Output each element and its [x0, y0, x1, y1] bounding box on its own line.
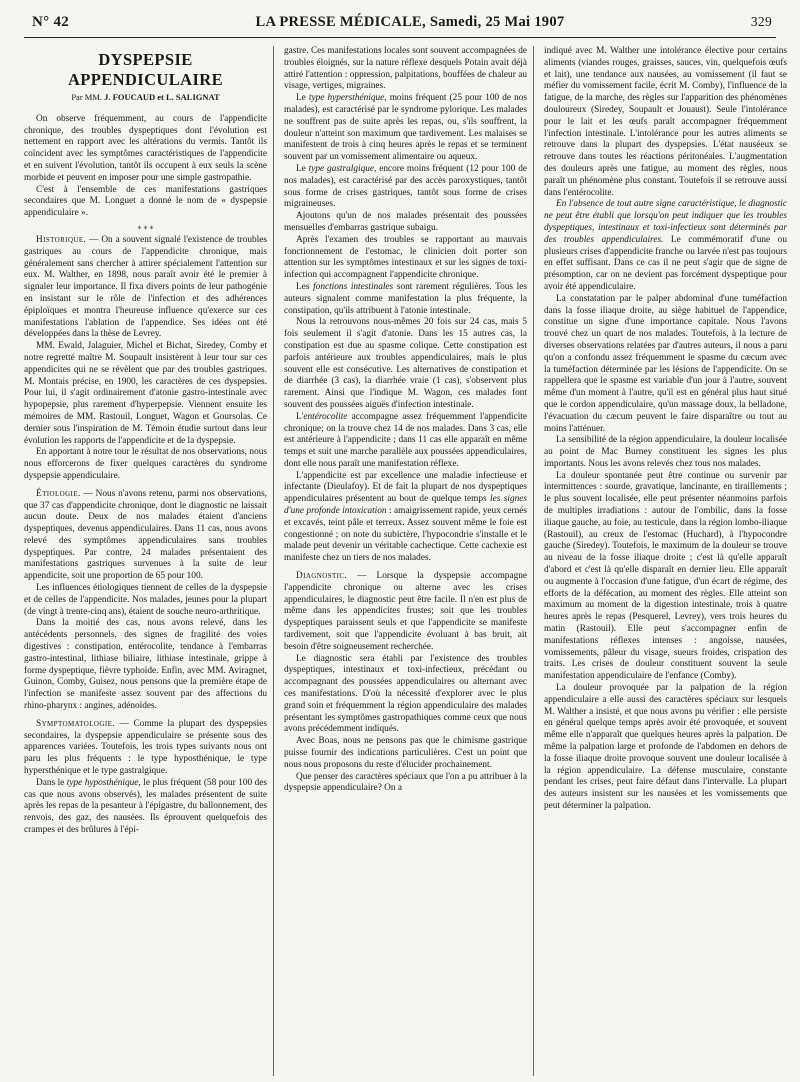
paragraph: gastre. Ces manifestations locales sont souvent accompagnées de troubles éloignés, sur la nature réflexe desquels Potain avait déjà attiré l'attention : oppression, palpitations, bouffées de chaleur au visage, vertiges, migraines. — [284, 46, 527, 92]
paragraph: Le diagnostic sera établi par l'existence des troubles dyspeptiques, intestinaux et toxi-infectieux, précédant ou accompagnant des poussées appendiculaires ou alternant avec ces manifestations. D'où la nécessité d'explorer avec le plus grand soin et fréquemment la région appendiculaire des malades présentant les symptômes gastropathiques comme ceux que nous avons précédemment indiqués. — [284, 653, 527, 735]
authors-names: J. FOUCAUD et L. SALIGNAT — [104, 92, 220, 102]
section-heading-historique: Historique. — [36, 234, 87, 245]
column-1 — [24, 46, 267, 1076]
authors-prefix: Par MM. — [71, 92, 103, 102]
section-heading-symptomatologie: Symptomatologie. — [36, 718, 115, 729]
paragraph: La douleur spontanée peut être continue ou survenir par intermittences : sourde, gravatique, lancinante, en tiraillements ; le plus souvent localisée, elle peut présenter néanmoins parfois de multiples irradiations : autour de l'ombilic, dans la fosse iliaque gauche, au foie, au testicule, dans la région lombo-iliaque (Rastouil), au creux de l'estomac (Huchard), à l'hypocondre gauche (Siredey). Toutefois, le maximum de la douleur se trouve au niveau de la fosse iliaque droite ; c'est là qu'elle apparaît d'abord et c'est là qu'elle disparaît en dernier lieu. Elle apparaît ou augmente à l'occasion d'une fatigue, d'un écart de régime, des efforts de la défécation, au moment des règles. Elle atteint son maximum au moment de la digestion intestinale, trois à quatre heures après le repas (Pesquerel, Levrey), vers trois heures du matin (Rastouil). Elle peut s'accompagner enfin de manifestations réflexes intenses : angoisse, nausées, vomissements, pâleur du visage, sueurs froides, crispation des traits. Les crises de douleur constituent souvent la seule manifestation appendiculaire de l'enfance (Comby). — [544, 470, 787, 682]
paragraph: Dans le type hyposthénique, le plus fréquent (58 pour 100 des cas que nous avons observés), les malades présentent de suite après les repas de la pesanteur à l'épigastre, du ballonnement, des renvois, des gaz, des nausées. Ils éprouvent quelquefois des crampes et des brûlures à l'épi- — [24, 777, 267, 836]
section-stars: ⁎ ⁎ ⁎ — [137, 221, 154, 231]
paragraph: Les fonctions intestinales sont rarement régulières. Tous les auteurs signalent comme manifestation la plus fréquente, la constipation, qu'ils attribuent à l'atonie intestinale. — [284, 281, 527, 316]
article-authors — [24, 92, 267, 104]
paragraph: En l'absence de tout autre signe caractéristique, le diagnostic ne peut être établi que lorsqu'on peut indiquer que les troubles dyspeptiques, intestinaux et toxi-infectieux sont déterminés par des troubles appendiculaires. Le commémoratif d'une ou plusieurs crises d'appendicite franche ou larvée n'est pas toujours en effet suffisant. Dans ce cas il ne peut s'agir que de signe de présomption, car on ne devient pas forcément dyspeptique pour avoir été appendiculaire. — [544, 199, 787, 292]
paragraph: Historique. — On a souvent signalé l'existence de troubles gastriques au cours de l'appendicite chronique, mais généralement sans chercher à attirer spécialement l'attention sur eux. M. Walther, en 1898, nous paraît avoir été le premier à signaler leur importance. Il fixa divers points de leur pathogénie en insistant sur le rôle de l'infection et des adhérences épiploïques et montra l'heureuse influence qu'exerce sur ces manifestations l'ablation de l'appendice. Ses idées ont été développées dans la thèse de Levrey. — [24, 234, 267, 340]
paragraph: On observe fréquemment, au cours de l'appendicite chronique, des troubles dyspeptiques dont l'évolution est nettement en rapport avec les altérations du vermis. Tantôt ils coïncident avec les symptômes caractéristiques de l'appendicite et en suivent l'évolution, tantôt ils occupent à eux seuls la scène morbide et peuvent en imposer pour une simple gastropathie. — [24, 113, 267, 183]
text-columns — [24, 46, 787, 1076]
paragraph: La douleur provoquée par la palpation de la région appendiculaire a elle aussi des caractères spéciaux sur lesquels M. Walther a insisté, et que nous avons pu vérifier : elle persiste en général quelque temps après avoir été provoquée, et souvent même elle n'apparaît que quelques heures après la palpation. De même la palpation large et profonde de l'abdomen en dehors de la fosse iliaque droite provoque souvent une douleur localisée à la région appendiculaire. La défense musculaire, constante pendant les crises, peut faire défaut dans l'intervalle. La plupart des auteurs insistent sur les nausées et les vomissements que peut déterminer la palpation. — [544, 683, 787, 811]
paragraph: Avec Boas, nous ne pensons pas que le chimisme gastrique puisse fournir des indications particulières. C'est un point que nous nous proposons du reste d'élucider prochainement. — [284, 736, 527, 770]
journal-title: LA PRESSE MÉDICALE, Samedi, 25 Mai 1907 — [255, 14, 565, 30]
column-2 — [284, 46, 527, 1076]
paragraph: Après l'examen des troubles se rapportant au mauvais fonctionnement de l'estomac, le clinicien doit porter son attention sur les symptômes intestinaux et sur les signes de toxi-infection qui accompagnent l'appendicite chronique. — [284, 234, 527, 281]
paragraph: La sensibilité de la région appendiculaire, la douleur localisée au point de Mac Burney constituent les signes les plus importants. Nous les avons relevés chez tous nos malades. — [544, 435, 787, 469]
paragraph: C'est à l'ensemble de ces manifestations gastriques secondaires que M. Longuet a donné le nom de « dyspepsie appendiculaire ». — [24, 184, 267, 219]
paragraph: Diagnostic. — Lorsque la dyspepsie accompagne l'appendicite chronique ou alterne avec les crises appendiculaires, le diagnostic peut être facile. Il n'en est plus de même dans les appendicites frustes; soit que les troubles dyspeptiques paraissent seuls et que l'appendicite se manifeste tardivement, soit que l'appendicite évoluant à bas bruit, ait besoin d'être soigneusement recherchée. — [284, 571, 527, 652]
paragraph: Le type hypersthénique, moins fréquent (25 pour 100 de nos malades), est caractérisé par le syndrome pylorique. Les malades ne souffrent pas de suite après les repas, ou, s'ils souffrent, la douleur n'atteint son maximum que tardivement. Les malaises se manifestent de trois à cinq heures après le repas et se terminent souvent par un vomissement alimentaire ou aqueux. — [284, 93, 527, 163]
paragraph: Dans la moitié des cas, nous avons relevé, dans les antécédents personnels, des signes de fragilité des voies digestives : constipation, entérocolite, tendance à l'embarras gastro-intestinal, lithiase biliaire, lithiase intestinale, grippe à forme dyspeptique, fièvre typhoïde. Enfin, avec MM. Aviragnet, Guinon, Comby, Guisez, nous pensons que la première étape de l'infection se manifeste assez souvent par des affections du rhino-pharynx : angines, adénoïdes. — [24, 618, 267, 712]
paragraph: La constatation par le palper abdominal d'une tuméfaction dans la fosse iliaque droite, au siège habituel de l'appendice, constitue un signe d'une importance capitale. Nous l'avons trouvé chez un quart de nos malades. Toutefois, à la lecture de diverses observations relatées par d'autres auteurs, il nous a paru qu'on a confondu assez fréquemment le spasme du cæcum avec la tuméfaction déterminée par les lésions de l'appendicite. On se rappellera que le spasme est variable d'un jour à l'autre, souvent même d'un moment à l'autre, qu'il est en général plus haut situé que le cordon appendiculaire, qu'un massage doux, la belladone, l'évacuation du cæcum peuvent le faire disparaître ou tout au moins l'atténuer. — [544, 293, 787, 434]
section-heading-etiologie: Étiologie. — [36, 488, 81, 499]
page-number: 329 — [750, 14, 772, 29]
paragraph: Ajoutons qu'un de nos malades présentait des poussées mensuelles d'embarras gastrique subaigu. — [284, 211, 527, 233]
column-rule — [273, 46, 284, 1076]
article-title: DYSPEPSIE APPENDICULAIRE — [67, 50, 224, 89]
paragraph: indiqué avec M. Walther une intolérance élective pour certains aliments (viandes rouges, graisses, sauces, vin, quelquefois œufs et lait), une tendance aux nausées, au vomissement (il faut se méfier du vomissement facile, écrit M. Comby), l'influence de la fatigue, de la marche, des règles sur l'apparition des phénomènes douloureux (Siredey, Soupault et Jouaust). Seule l'intolérance pour le lait et les œufs paraît accompagner fréquemment l'infection intestinale. L'intolérance pour les autres aliments se retrouve dans la plupart des dyspepsies. L'état nauséeux se retrouve dans toutes les réactions péritonéales. L'augmentation des douleurs après une fatigue, au moment des règles, nous paraît un phénomène plus constant. Toutefois il se retrouve aussi dans l'entérocolite. — [544, 46, 787, 198]
paragraph: Le type gastralgique, encore moins fréquent (12 pour 100 de nos malades), est caractérisé par des accès paroxystiques, tantôt sous forme de crises gastriques, tantôt sous forme de crises migraineuses. — [284, 163, 527, 210]
paragraph: Symptomatologie. — Comme la plupart des dyspepsies secondaires, la dyspepsie appendiculaire se présente sous des apparences variées. Toutefois, les trois types suivants nous ont paru les plus fréquents : le type hyposthénique, le type hypersthénique et le type gastralgique. — [24, 718, 267, 777]
section-heading-diagnostic: Diagnostic. — [296, 571, 348, 582]
issue-number: N° 42 — [32, 14, 70, 30]
paragraph: En apportant à notre tour le résultat de nos observations, nous nous efforcerons de fixer quelques caractères du syndrome dyspepsie appendiculaire. — [24, 447, 267, 481]
paragraph: MM. Ewald, Jalaguier, Michel et Bichat, Siredey, Comby et notre regretté maître M. Soupault insistèrent à leur tour sur ces appendicites qui ne se révèlent que par des troubles gastriques. M. Montais précise, en 1900, les caractères de ces dyspepsies. Pour lui, il s'agit ordinairement d'atonie gastro-intestinale avec hypopepsie, plus rarement d'hyperpepsie. Viennent ensuite les mémoires de MM. Rastouil, Longuet, Wagon et Goursolas. Ce dernier sous l'inspiration de M. Témoin étudie surtout dans leur évolution les rapports de l'appendicite et de la dyspepsie. — [24, 341, 267, 446]
paragraph: Les influences étiologiques tiennent de celles de la dyspepsie et de celles de l'appendicite. Nos malades, jeunes pour la plupart (de vingt à trente-cinq ans), étaient de souche neuro-arthritique. — [24, 583, 267, 617]
paragraph: Étiologie. — Nous n'avons retenu, parmi nos observations, que 37 cas d'appendicite chronique, dont le diagnostic ne laissait aucun doute. Deux de nos malades étaient d'anciens dyspeptiques, devenus appendiculaires. Dans 11 cas, nous avons relevé des symptômes appendiculaires sans troubles dyspeptiques. Par contre, 24 malades présentaient des manifestations gastriques survenues à la suite de leur appendicite, soit une proportion de 65 pour 100. — [24, 488, 267, 582]
column-rule — [533, 46, 544, 1076]
column-3 — [544, 46, 787, 1076]
paragraph: Nous la retrouvons nous-mêmes 20 fois sur 24 cas, mais 5 fois seulement il s'agit d'atonie. Dans les 15 autres cas, la constipation est due au spasme colique. Cette constipation est parfois antérieure aux troubles appendiculaires, mais le plus souvent elle est consécutive. Les alternatives de constipation et de diarrhée (3 cas), la diarrhée vraie (1 cas), s'observent plus rarement. Ainsi que l'indique M. Wagon, ces malades font souvent des poussées aiguës d'infection intestinale. — [284, 317, 527, 410]
paragraph: Que penser des caractères spéciaux que l'on a pu attribuer à la dyspepsie appendiculaire? On a — [284, 771, 527, 794]
masthead — [24, 14, 776, 38]
paragraph: L'entérocolite accompagne assez fréquemment l'appendicite chronique; on la trouve chez 14 de nos malades. Dans 3 cas, elle est antérieure à l'appendicite ; dans 11 cas elle apparaît en même temps et suit une marche parallèle aux poussées appendiculaires, dont elle nous paraît une manifestation réflexe. — [284, 411, 527, 469]
paragraph: L'appendicite est par excellence une maladie infectieuse et infectante (Dieulafoy). Et de fait la plupart de nos dyspeptiques appendiculaires présentent au bout de quelque temps les signes d'une profonde intoxication : amaigrissement rapide, yeux cernés et excavés, teint pâle et terreux. Assez souvent même le foie est congestionné ; on note du subictère, l'hypocondrie s'installe et le malade peut devenir un véritable cachectique. Cette cachexie est manifeste chez un tiers de nos malades. — [284, 470, 527, 564]
